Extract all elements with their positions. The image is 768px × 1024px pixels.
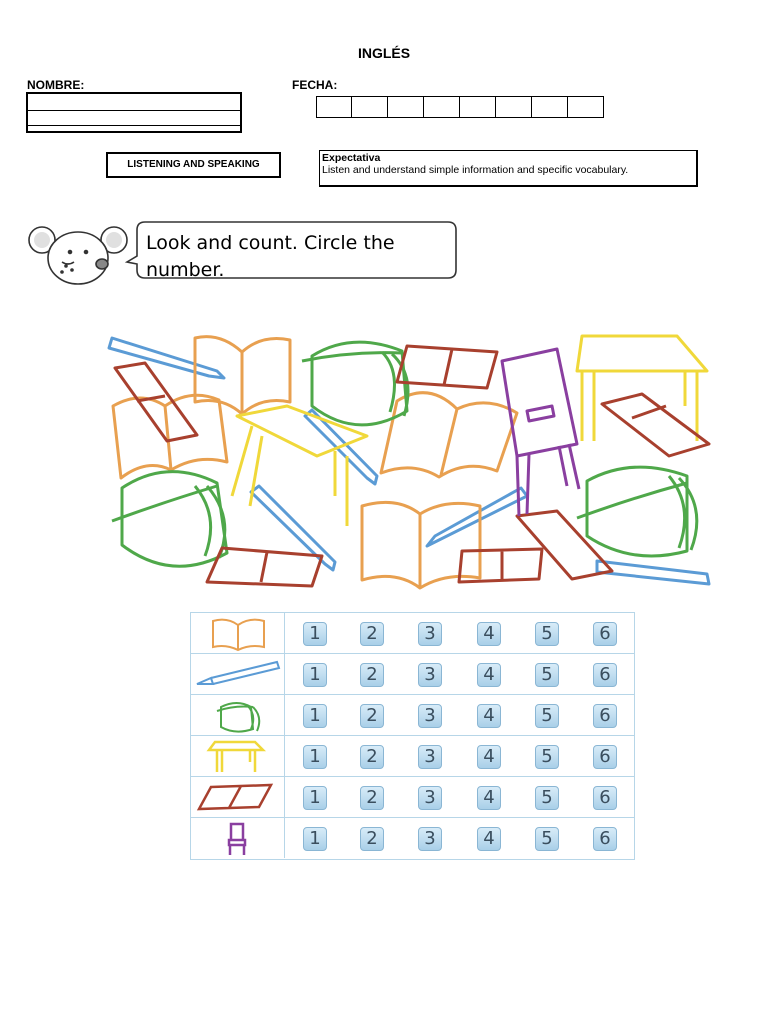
number-option[interactable]: 6: [593, 827, 617, 851]
fecha-cell[interactable]: [496, 96, 532, 118]
number-option[interactable]: 3: [418, 745, 442, 769]
number-option[interactable]: 3: [418, 786, 442, 810]
table-row: [191, 736, 634, 777]
number-option[interactable]: 3: [418, 704, 442, 728]
fecha-cell[interactable]: [424, 96, 460, 118]
number-option[interactable]: 6: [593, 622, 617, 646]
pencil-icon: [109, 338, 224, 378]
book-icon: [362, 502, 480, 588]
number-option[interactable]: 2: [360, 827, 384, 851]
expectativa-label: Expectativa: [322, 152, 381, 164]
number-option[interactable]: 2: [360, 622, 384, 646]
bag-icon: [302, 342, 408, 425]
number-option[interactable]: 4: [477, 622, 501, 646]
number-option[interactable]: 1: [303, 745, 327, 769]
fecha-label: FECHA:: [292, 78, 338, 92]
chair-icon: [191, 818, 285, 858]
pencil-icon: [427, 488, 527, 546]
number-option[interactable]: 4: [477, 827, 501, 851]
number-option[interactable]: 5: [535, 786, 559, 810]
bag-icon: [191, 695, 285, 735]
table-row: [191, 613, 634, 654]
ruler-icon: [191, 777, 285, 817]
number-option[interactable]: 3: [418, 827, 442, 851]
number-option[interactable]: 1: [303, 827, 327, 851]
number-option[interactable]: 4: [477, 704, 501, 728]
number-option[interactable]: 4: [477, 786, 501, 810]
number-option[interactable]: 6: [593, 663, 617, 687]
book-icon: [113, 395, 227, 478]
table-row: [191, 654, 634, 695]
fecha-cell[interactable]: [532, 96, 568, 118]
table-icon: [191, 736, 285, 776]
book-icon: [381, 393, 517, 477]
number-option[interactable]: 6: [593, 786, 617, 810]
number-option[interactable]: 3: [418, 622, 442, 646]
fecha-cell[interactable]: [316, 96, 352, 118]
number-option[interactable]: 4: [477, 745, 501, 769]
number-option[interactable]: 1: [303, 663, 327, 687]
row-icon-cell: [191, 777, 285, 817]
table-row: [191, 695, 634, 736]
row-icon-cell: [191, 818, 285, 858]
row-icon-cell: [191, 613, 285, 653]
number-option[interactable]: 2: [360, 786, 384, 810]
expectativa-text: Listen and understand simple information and specific vocabulary.: [322, 164, 629, 176]
table-row: [191, 777, 634, 818]
bag-icon: [577, 467, 697, 556]
number-option[interactable]: 1: [303, 786, 327, 810]
number-option[interactable]: 5: [535, 663, 559, 687]
ruler-icon: [397, 346, 497, 388]
ruler-icon: [602, 394, 709, 456]
nombre-label: NOMBRE:: [27, 78, 85, 92]
row-icon-cell: [191, 695, 285, 735]
number-option[interactable]: 6: [593, 745, 617, 769]
expectativa-box: [319, 150, 698, 187]
skill-box: LISTENING AND SPEAKING: [106, 152, 281, 178]
number-option[interactable]: 2: [360, 745, 384, 769]
number-option[interactable]: 4: [477, 663, 501, 687]
number-option[interactable]: 3: [418, 663, 442, 687]
number-option[interactable]: 2: [360, 704, 384, 728]
instruction-line-1: Look and count. Circle the: [146, 232, 395, 254]
objects-scene: [97, 326, 717, 596]
number-option[interactable]: 5: [535, 745, 559, 769]
pencil-icon: [191, 654, 285, 694]
count-table: [190, 612, 635, 860]
pencil-icon: [597, 561, 709, 584]
row-icon-cell: [191, 654, 285, 694]
table-icon: [577, 336, 707, 441]
fecha-cell[interactable]: [388, 96, 424, 118]
number-option[interactable]: 1: [303, 704, 327, 728]
fecha-cell[interactable]: [460, 96, 496, 118]
number-option[interactable]: 2: [360, 663, 384, 687]
fecha-cell[interactable]: [352, 96, 388, 118]
instruction-text: [146, 230, 446, 284]
number-option[interactable]: 5: [535, 622, 559, 646]
number-option[interactable]: 6: [593, 704, 617, 728]
book-icon: [191, 613, 285, 653]
number-option[interactable]: 5: [535, 827, 559, 851]
fecha-cell[interactable]: [568, 96, 604, 118]
row-icon-cell: [191, 736, 285, 776]
number-option[interactable]: 5: [535, 704, 559, 728]
table-row: [191, 818, 634, 859]
number-option[interactable]: 1: [303, 622, 327, 646]
mouse-icon: [29, 227, 127, 284]
fecha-field[interactable]: [316, 96, 604, 118]
page-title: INGLÉS: [357, 45, 411, 61]
nombre-field[interactable]: [26, 92, 242, 133]
bag-icon: [112, 472, 227, 567]
instruction-line-2: number.: [146, 259, 225, 281]
